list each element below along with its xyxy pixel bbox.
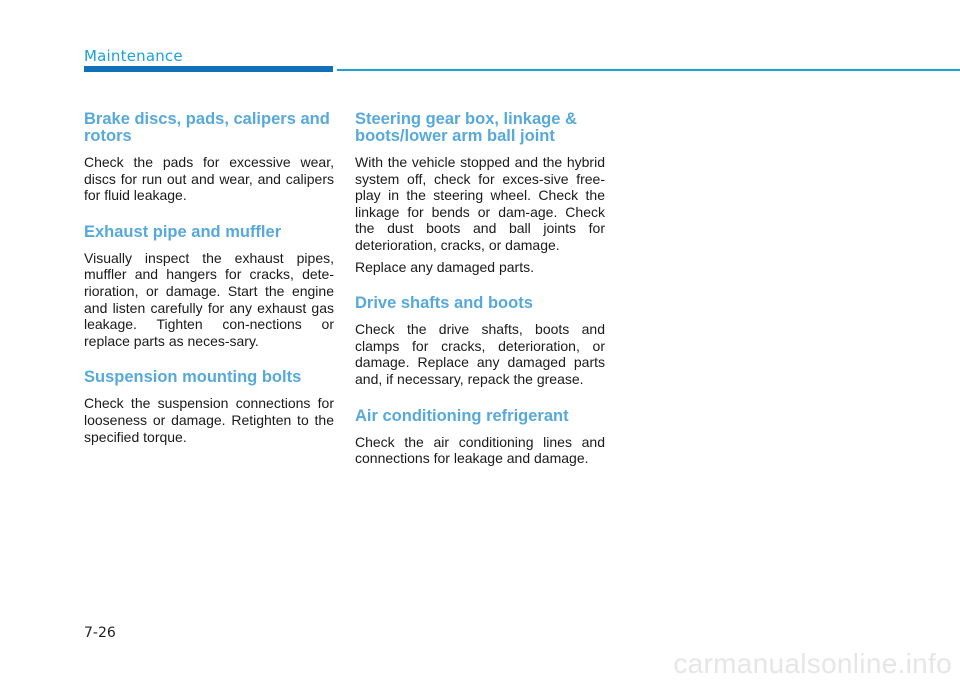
- section-heading: Air conditioning refrigerant: [355, 406, 569, 425]
- section-exhaust: [84, 224, 334, 350]
- section-heading: Drive shafts and boots: [355, 294, 533, 313]
- section-paragraph: Check the suspension connections for looseness or damage. Retighten to the specified torque.: [84, 395, 334, 445]
- section-heading: Suspension mounting bolts: [84, 368, 302, 387]
- section-paragraph: Replace any damaged parts.: [355, 258, 534, 275]
- section-brake-discs: [84, 111, 334, 204]
- section-drive-shafts: [355, 295, 605, 387]
- section-paragraph: With the vehicle stopped and the hybrid system off, check for exces-sive free-play in the steering wheel. Check the linkage for bends or dam-age. Check the dust boots and ball joints for deterioration, cracks, or damage.: [355, 154, 605, 253]
- page-number: 7-26: [84, 625, 116, 641]
- section-paragraph: Check the drive shafts, boots and clamps for cracks, deterioration, or damage. Replace any damaged parts and, if necessary, repack the grease.: [355, 321, 605, 387]
- section-paragraph: Visually inspect the exhaust pipes, muffler and hangers for cracks, dete-rioration, or damage. Start the engine and listen carefully for any exhaust gas leakage. Tighten con-nections or replace parts as neces-sary.: [84, 249, 334, 349]
- section-suspension: [84, 369, 334, 445]
- header-rule-thick: [84, 66, 333, 72]
- left-column: [84, 111, 334, 465]
- watermark: carmanualsonline.info: [673, 648, 952, 679]
- section-heading: Steering gear box, linkage & boots/lower arm ball joint: [355, 110, 577, 145]
- section-paragraph: Check the air conditioning lines and connections for leakage and damage.: [355, 433, 605, 467]
- section-air-conditioning: [355, 408, 605, 467]
- section-heading: Exhaust pipe and muffler: [84, 222, 282, 241]
- section-steering: [355, 111, 605, 275]
- right-column: [355, 111, 605, 487]
- header-title: Maintenance: [84, 47, 183, 65]
- header-rule-thin: [337, 69, 960, 71]
- section-heading: Brake discs, pads, calipers and rotors: [84, 110, 330, 145]
- section-paragraph: Check the pads for excessive wear, discs for run out and wear, and calipers for fluid leakage.: [84, 154, 334, 204]
